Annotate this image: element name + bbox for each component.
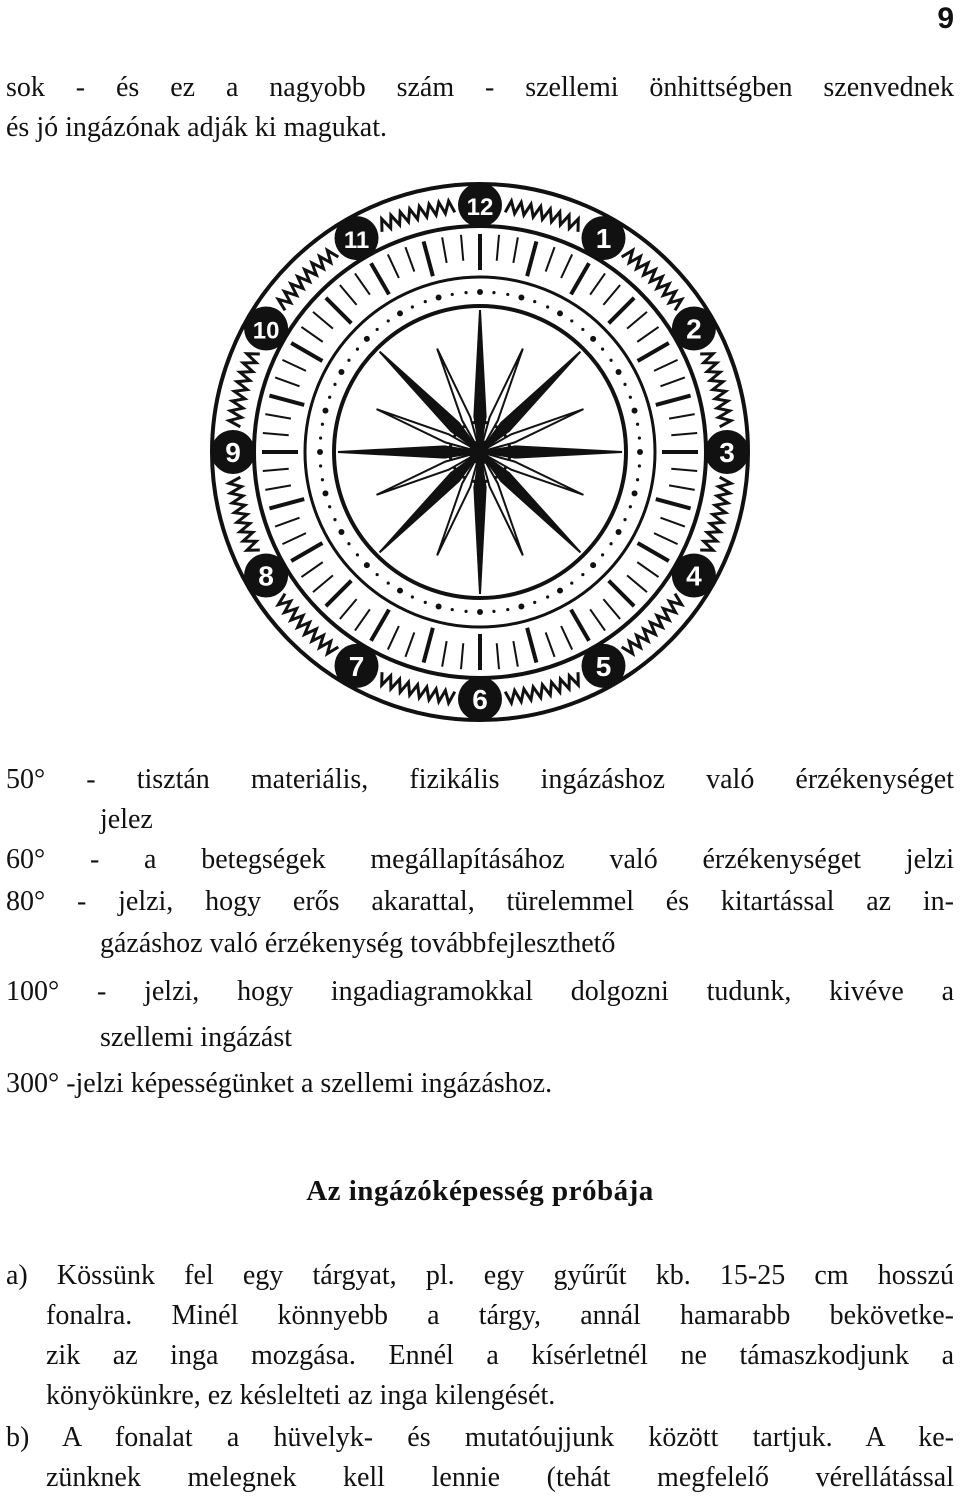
scale-dot: [376, 573, 379, 576]
scale-dot: [464, 291, 467, 294]
scale-tick: [275, 518, 299, 527]
scale-tick: [513, 641, 518, 667]
degree-80-line-2: gázáshoz való érzékenység továbbfejleszthető: [100, 928, 616, 959]
dial-number-5: 5: [595, 650, 612, 682]
scale-dot: [581, 328, 584, 331]
scale-dot: [397, 310, 403, 316]
scale-dot: [319, 464, 322, 467]
scale-dot: [424, 601, 427, 604]
dial-number-3: 3: [719, 437, 735, 468]
scale-tick: [355, 273, 370, 294]
scale-tick: [405, 632, 414, 656]
scale-dot: [328, 396, 331, 399]
scale-dot: [321, 478, 324, 481]
scale-tick: [340, 285, 357, 305]
scale-dot: [411, 305, 414, 308]
degree-300-line-1: 300° -jelzi képességünket a szellemi ingázáshoz.: [6, 1068, 553, 1099]
scale-dot: [632, 408, 638, 414]
scale-tick: [326, 298, 351, 323]
scale-dot: [638, 464, 641, 467]
scale-tick: [424, 241, 433, 276]
scale-dot: [570, 319, 573, 322]
item-a-line-4: könyökünkre, ez késlelteti az inga kilengését.: [46, 1380, 556, 1411]
scale-dot: [609, 359, 612, 362]
intro-line-1: sok - és ez a nagyobb szám - szellemi önhittségben szenvednek: [6, 72, 954, 103]
scale-tick: [371, 263, 389, 294]
scale-tick: [561, 626, 572, 650]
dial-center-letter: C: [467, 434, 493, 472]
scale-tick: [660, 518, 684, 527]
scale-tick: [527, 628, 536, 663]
star-point: [480, 352, 580, 452]
scale-tick: [513, 237, 518, 263]
scale-dot: [636, 423, 639, 426]
item-b-line-1: b) A fonalat a hüvelyk- és mutatóujjunk között tartjuk. A ke-: [6, 1422, 954, 1453]
scale-tick: [590, 609, 605, 630]
scale-tick: [637, 327, 658, 342]
scale-dot: [364, 562, 370, 568]
scale-tick: [340, 599, 357, 619]
scale-dot: [533, 300, 536, 303]
scale-dot: [506, 293, 509, 296]
section-title: Az ingázóképesség próbája: [306, 1175, 654, 1207]
scale-tick: [388, 254, 399, 278]
star-point: [380, 452, 480, 552]
dial-number-2: 2: [686, 313, 702, 345]
scale-tick: [497, 235, 499, 261]
scale-dot: [616, 529, 622, 535]
scale-dot: [451, 608, 454, 611]
dial-number-4: 4: [686, 560, 702, 592]
scale-dot: [518, 604, 524, 610]
dial-number-7: 7: [348, 650, 365, 682]
scale-tick: [442, 237, 447, 263]
scale-dot: [356, 553, 359, 556]
scale-dot: [638, 436, 641, 439]
scale-dot: [477, 289, 483, 295]
scale-tick: [571, 610, 589, 641]
scale-dot: [338, 369, 344, 375]
scale-tick: [263, 433, 289, 435]
scale-dot: [506, 608, 509, 611]
scale-dot: [333, 518, 336, 521]
scale-dot: [590, 562, 596, 568]
scale-tick: [654, 360, 678, 371]
dial-number-10: 10: [252, 317, 280, 345]
dial-number-9: 9: [225, 437, 241, 468]
scale-tick: [424, 628, 433, 663]
scale-dot: [376, 328, 379, 331]
scale-dot: [623, 518, 626, 521]
scale-tick: [627, 575, 647, 592]
dial-number-1: 1: [595, 223, 612, 255]
scale-tick: [291, 543, 322, 561]
scale-dot: [492, 610, 495, 613]
scale-tick: [627, 312, 647, 329]
scale-dot: [317, 449, 323, 455]
dial-number-6: 6: [472, 684, 488, 715]
scale-dot: [637, 449, 643, 455]
scale-tick: [609, 298, 634, 323]
scale-tick: [609, 581, 634, 606]
scale-dot: [557, 588, 563, 594]
scale-dot: [411, 595, 414, 598]
scale-tick: [546, 632, 555, 656]
scale-dot: [570, 581, 573, 584]
scale-dot: [546, 595, 549, 598]
scale-dot: [436, 294, 442, 300]
scale-tick: [263, 469, 289, 471]
scale-dot: [424, 300, 427, 303]
item-b-line-2: zünknek melegnek kell lennie (tehát megfelelő vérellátással: [46, 1462, 954, 1493]
scale-tick: [561, 254, 572, 278]
scale-dot: [387, 319, 390, 322]
scale-dot: [616, 369, 622, 375]
scale-dot: [636, 478, 639, 481]
star-point: [338, 446, 480, 457]
scale-tick: [313, 312, 333, 329]
scale-dot: [533, 601, 536, 604]
scale-tick: [590, 273, 605, 294]
scale-dot: [436, 604, 442, 610]
scale-dot: [581, 573, 584, 576]
scale-dot: [338, 529, 344, 535]
pendulum-dial-diagram: [200, 180, 760, 730]
scale-tick: [265, 414, 291, 419]
scale-tick: [282, 533, 306, 544]
scale-dot: [629, 396, 632, 399]
scale-dot: [492, 291, 495, 294]
scale-tick: [405, 247, 414, 271]
scale-tick: [497, 643, 499, 669]
scale-tick: [669, 414, 695, 419]
scale-tick: [461, 643, 463, 669]
scale-tick: [388, 626, 399, 650]
star-point: [474, 452, 485, 594]
scale-dot: [322, 408, 328, 414]
scale-tick: [301, 562, 322, 577]
scale-dot: [557, 310, 563, 316]
scale-tick: [291, 343, 322, 361]
scale-dot: [347, 359, 350, 362]
scale-tick: [671, 469, 697, 471]
scale-dot: [319, 436, 322, 439]
scale-dot: [397, 588, 403, 594]
scale-tick: [638, 343, 669, 361]
item-a-line-2: fonalra. Minél könnyebb a tárgy, annál hamarabb bekövetke-: [46, 1300, 954, 1331]
scale-tick: [571, 263, 589, 294]
scale-dot: [322, 490, 328, 496]
scale-dot: [477, 609, 483, 615]
scale-dot: [518, 294, 524, 300]
scale-dot: [609, 542, 612, 545]
scale-tick: [355, 609, 370, 630]
scale-tick: [265, 485, 291, 490]
item-a-line-1: a) Kössünk fel egy tárgyat, pl. egy gyűrűt kb. 15-25 cm hosszú: [6, 1260, 954, 1291]
scale-tick: [603, 599, 620, 619]
scale-tick: [269, 396, 304, 405]
scale-dot: [601, 553, 604, 556]
scale-tick: [603, 285, 620, 305]
scale-dot: [464, 610, 467, 613]
scale-tick: [442, 641, 447, 667]
scale-dot: [328, 505, 331, 508]
intro-line-2: és jó ingázónak adják ki magukat.: [6, 112, 387, 143]
scale-tick: [275, 377, 299, 386]
scale-dot: [451, 293, 454, 296]
item-a-line-3: zik az inga mozgása. Ennél a kísérletnél ne támaszkodjunk a: [46, 1340, 954, 1371]
scale-tick: [527, 241, 536, 276]
scale-tick: [313, 575, 333, 592]
degree-50-line-1: 50° - tisztán materiális, fizikális ingázáshoz való érzékenységet: [6, 764, 954, 795]
degree-100-line-1: 100° - jelzi, hogy ingadiagramokkal dolgozni tudunk, kivéve a: [6, 976, 954, 1007]
scale-tick: [669, 485, 695, 490]
star-point: [480, 452, 580, 552]
degree-50-line-2: jelez: [100, 804, 153, 835]
dial-number-8: 8: [258, 560, 274, 592]
page-number: 9: [937, 2, 954, 35]
scale-tick: [656, 396, 691, 405]
dial-number-11: 11: [343, 227, 370, 255]
scale-dot: [629, 505, 632, 508]
scale-tick: [461, 235, 463, 261]
scale-dot: [347, 542, 350, 545]
scale-dot: [632, 490, 638, 496]
scale-tick: [671, 433, 697, 435]
star-point: [480, 446, 622, 457]
scale-dot: [623, 383, 626, 386]
scale-tick: [660, 377, 684, 386]
star-point: [474, 310, 485, 452]
scale-tick: [656, 499, 691, 508]
star-point: [380, 352, 480, 452]
scale-tick: [637, 562, 658, 577]
dial-number-12: 12: [466, 194, 494, 221]
scale-tick: [282, 360, 306, 371]
scale-dot: [546, 305, 549, 308]
scale-tick: [326, 581, 351, 606]
scale-dot: [601, 348, 604, 351]
scale-dot: [364, 336, 370, 342]
scale-dot: [333, 383, 336, 386]
degree-100-line-2: szellemi ingázást: [100, 1022, 293, 1053]
scale-tick: [269, 499, 304, 508]
scale-dot: [321, 423, 324, 426]
scale-dot: [590, 336, 596, 342]
degree-80-line-1: 80° - jelzi, hogy erős akarattal, türelemmel és kitartással az in-: [6, 886, 954, 917]
scale-tick: [371, 610, 389, 641]
scale-tick: [546, 247, 555, 271]
scale-dot: [387, 581, 390, 584]
scale-tick: [301, 327, 322, 342]
scale-tick: [638, 543, 669, 561]
scale-tick: [654, 533, 678, 544]
degree-60-line-1: 60° - a betegségek megállapításához való érzékenységet jelzi: [6, 844, 954, 875]
scale-dot: [356, 348, 359, 351]
